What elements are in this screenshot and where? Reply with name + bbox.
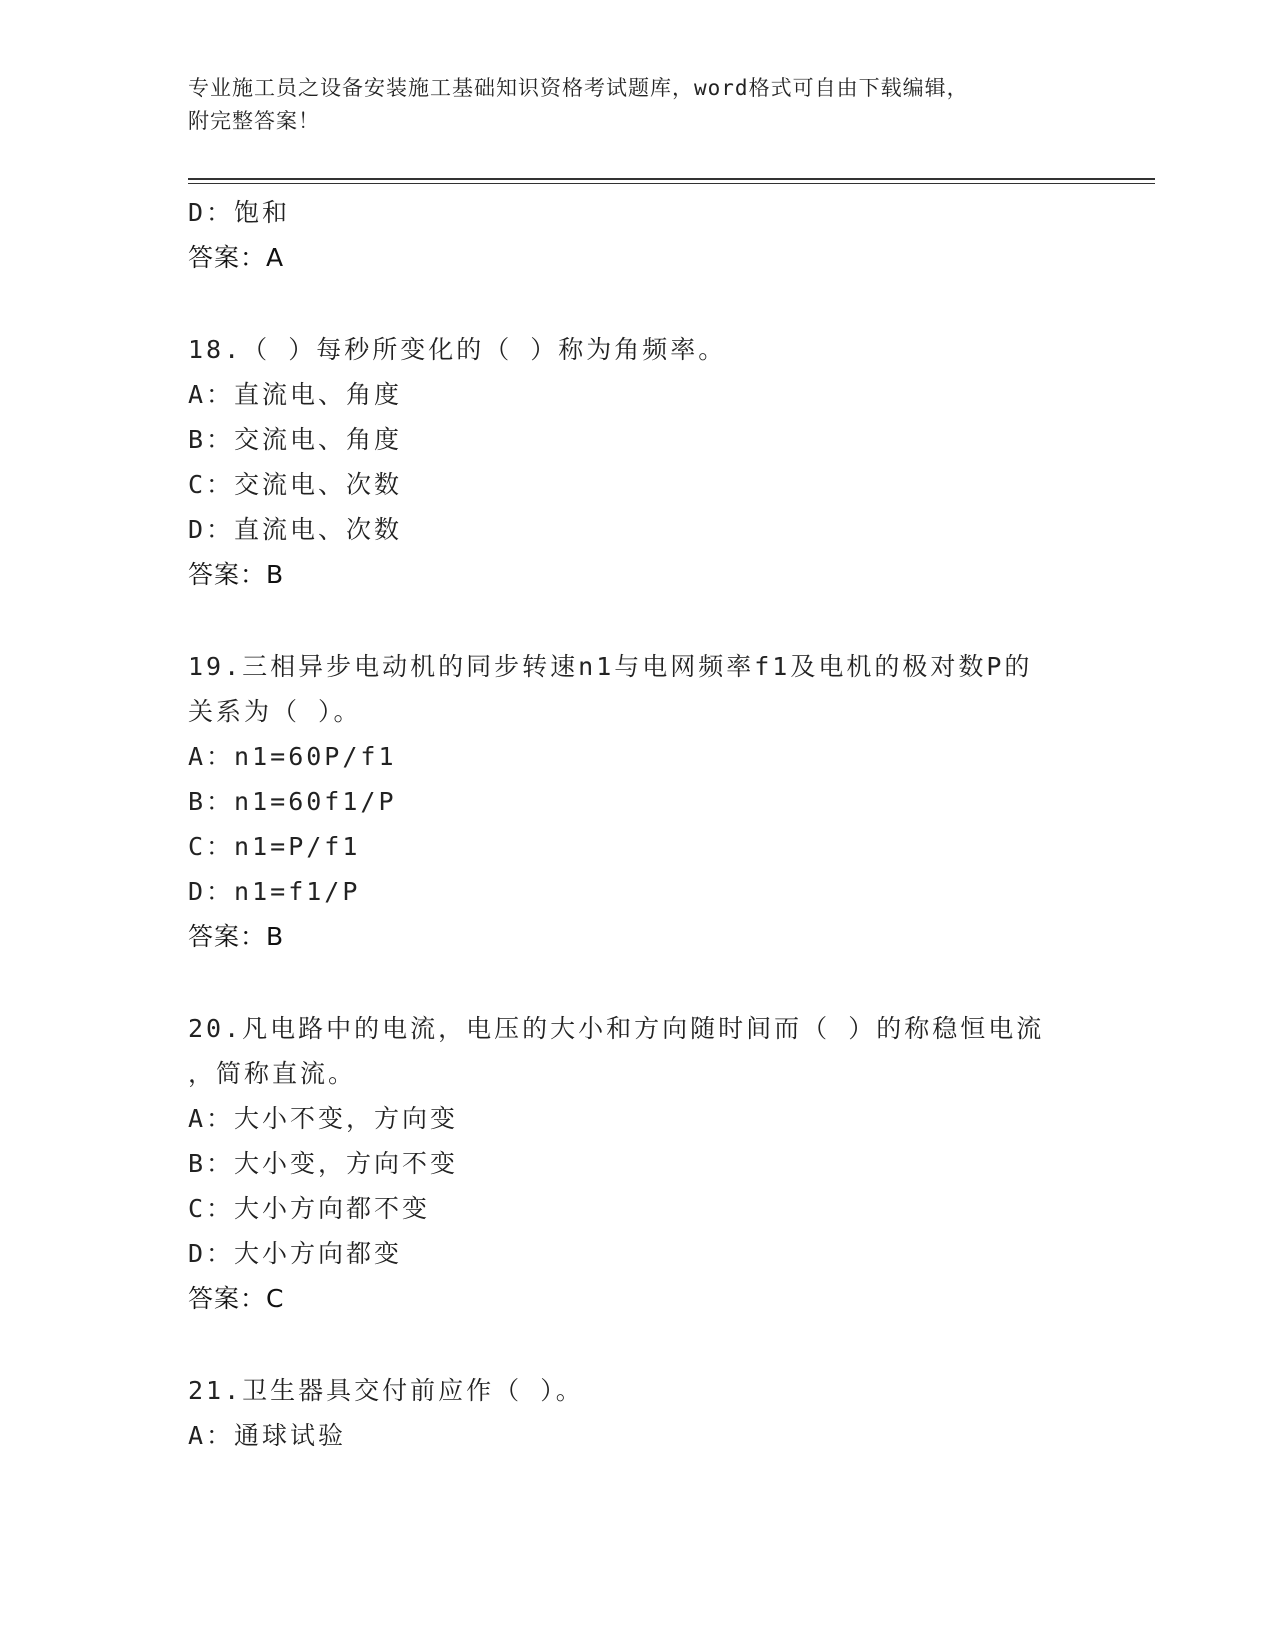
- question-stem: 19.三相异步电动机的同步转速n1与电网频率f1及电机的极对数P的: [188, 652, 1033, 681]
- question-stem: 20.凡电路中的电流，电压的大小和方向随时间而（ ）的称稳恒电流: [188, 1014, 1045, 1043]
- question-stem: 18.（ ）每秒所变化的（ ）称为角频率。: [188, 335, 727, 364]
- option-c: C：交流电、次数: [188, 470, 403, 499]
- document-header: [188, 72, 1088, 138]
- answer: 答案：C: [188, 1284, 285, 1313]
- question-stem-cont: 关系为（ ）。: [188, 697, 362, 726]
- question-19: [188, 644, 1088, 959]
- header-divider-thin: [188, 183, 1155, 184]
- option-b: B：大小变，方向不变: [188, 1149, 459, 1178]
- option-c: C：n1=P/f1: [188, 832, 361, 861]
- option-d: D：大小方向都变: [188, 1239, 403, 1268]
- question-20: [188, 1006, 1088, 1321]
- header-line-1: 专业施工员之设备安装施工基础知识资格考试题库，word格式可自由下载编辑，: [188, 76, 969, 100]
- option-a: A：n1=60P/f1: [188, 742, 397, 771]
- header-line-2: 附完整答案！: [188, 109, 320, 133]
- option-d: D：直流电、次数: [188, 515, 403, 544]
- option-a: A：直流电、角度: [188, 380, 403, 409]
- option-a: A：大小不变，方向变: [188, 1104, 459, 1133]
- question-stem-cont: ，简称直流。: [188, 1059, 357, 1088]
- option-b: B：n1=60f1/P: [188, 787, 397, 816]
- question-21: [188, 1368, 1088, 1458]
- question-18: [188, 327, 1088, 597]
- answer: 答案：B: [188, 560, 285, 589]
- option-c: C：大小方向都不变: [188, 1194, 431, 1223]
- answer: 答案：B: [188, 922, 285, 951]
- question-list: [188, 190, 1088, 1458]
- option-d: D：n1=f1/P: [188, 877, 361, 906]
- option-b: B：交流电、角度: [188, 425, 403, 454]
- option-a: A：通球试验: [188, 1421, 347, 1450]
- question-17-tail: [188, 190, 1088, 280]
- header-divider: [188, 178, 1155, 180]
- answer: 答案：A: [188, 243, 285, 272]
- option-d: D：饱和: [188, 198, 291, 227]
- question-stem: 21.卫生器具交付前应作（ ）。: [188, 1376, 584, 1405]
